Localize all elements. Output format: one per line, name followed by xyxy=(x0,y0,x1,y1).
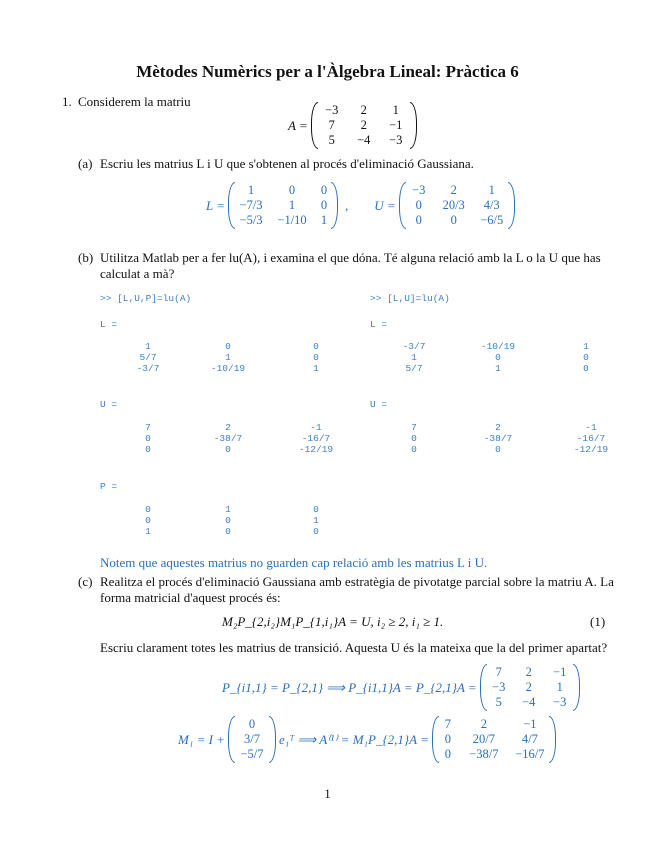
separator-comma: , xyxy=(345,197,349,213)
matlab-U-left: 7 2 -1 0 -38/7 -16/7 0 0 -12/19 xyxy=(145,422,334,455)
matrix-PA: 7 2 −1 −3 2 1 5 −4 −3 xyxy=(480,664,580,711)
U-label: U = xyxy=(374,197,396,213)
part-c-text-line2: forma matricial d'aquest procés és: xyxy=(100,590,281,605)
A-label: A = xyxy=(288,117,308,133)
matlab-P-left: 0 1 0 0 0 1 1 0 0 xyxy=(145,504,319,537)
step2-mid: e₁ᵀ ⟹ A⁽¹⁾ = M₁P_{2,1}A = xyxy=(278,731,429,747)
matrix-A1: 7 2 −1 0 20/7 4/7 0 −38/7 −16/7 xyxy=(432,716,556,763)
step1-equation xyxy=(222,664,583,711)
matlab-cmd-right: >> [L,U]=lu(A) xyxy=(370,293,450,304)
matrix-U: −3 2 1 0 20/3 4/3 0 0 −6/5 xyxy=(399,182,515,229)
page-number: 1 xyxy=(324,786,331,801)
part-a-text: Escriu les matrius L i U que s'obtenen al procés d'eliminació Gaussiana. xyxy=(100,156,474,171)
matrix-L: 1 0 0 −7/3 1 0 −5/3 −1/10 1 xyxy=(228,182,338,229)
matlab-U-right: 7 2 -1 0 -38/7 -16/7 0 0 -12/19 xyxy=(411,422,609,455)
matlab-L-head-right: L = xyxy=(370,319,388,330)
matlab-cmd-left: >> [L,U,P]=lu(A) xyxy=(100,293,192,304)
LU-answer xyxy=(206,182,518,229)
matlab-L-left: 1 0 0 5/7 1 0 -3/7 -10/19 1 xyxy=(136,341,319,374)
part-c-label: (c) xyxy=(78,574,93,589)
part-b-label: (b) xyxy=(78,250,94,265)
matlab-U-head-right: U = xyxy=(370,399,388,410)
problem-intro: Considerem la matriu xyxy=(78,94,191,109)
part-c-text-line3: Escriu clarament totes les matrius de transició. Aquesta U és la mateixa que la del primer apartat? xyxy=(100,640,608,655)
problem-number: 1. xyxy=(62,94,72,109)
vector-m1: 0 3/7 −5/7 xyxy=(228,716,276,763)
step2-lhs: M₁ = I + xyxy=(178,731,225,747)
matrix-A-equation xyxy=(288,102,420,149)
part-c-text-line1: Realitza el procés d'eliminació Gaussiana amb estratègia de pivotatge parcial sobre la matriu A. La xyxy=(100,574,614,589)
matlab-U-head-left: U = xyxy=(100,399,118,410)
matlab-L-right: -3/7 -10/19 1 1 0 0 5/7 1 0 xyxy=(402,341,589,374)
matlab-P-head-left: P = xyxy=(100,481,118,492)
equation-1: M₂P_{2,i₂}M₁P_{1,i₁}A = U, i₂ ≥ 2, i₁ ≥ 1. xyxy=(222,614,444,629)
part-a-label: (a) xyxy=(78,156,93,171)
matrix-A: −3 2 1 7 2 −1 5 −4 −3 xyxy=(311,102,417,149)
part-b-note: Notem que aquestes matrius no guarden cap relació amb les matrius L i U. xyxy=(100,555,488,570)
page-title: Mètodes Numèrics per a l'Àlgebra Lineal: Pràctica 6 xyxy=(136,62,519,81)
part-b-text-line1: Utilitza Matlab per a fer lu(A), i examina el que dóna. Té alguna relació amb la L o la U que has xyxy=(100,250,601,265)
matlab-L-head-left: L = xyxy=(100,319,118,330)
L-label: L = xyxy=(206,197,226,213)
step2-equation xyxy=(178,716,559,763)
equation-number: (1) xyxy=(590,614,606,629)
step1-lhs: P_{i1,1} = P_{2,1} ⟹ P_{i1,1}A = P_{2,1}A = xyxy=(222,679,477,695)
part-b-text-line2: calculat a mà? xyxy=(100,266,175,281)
